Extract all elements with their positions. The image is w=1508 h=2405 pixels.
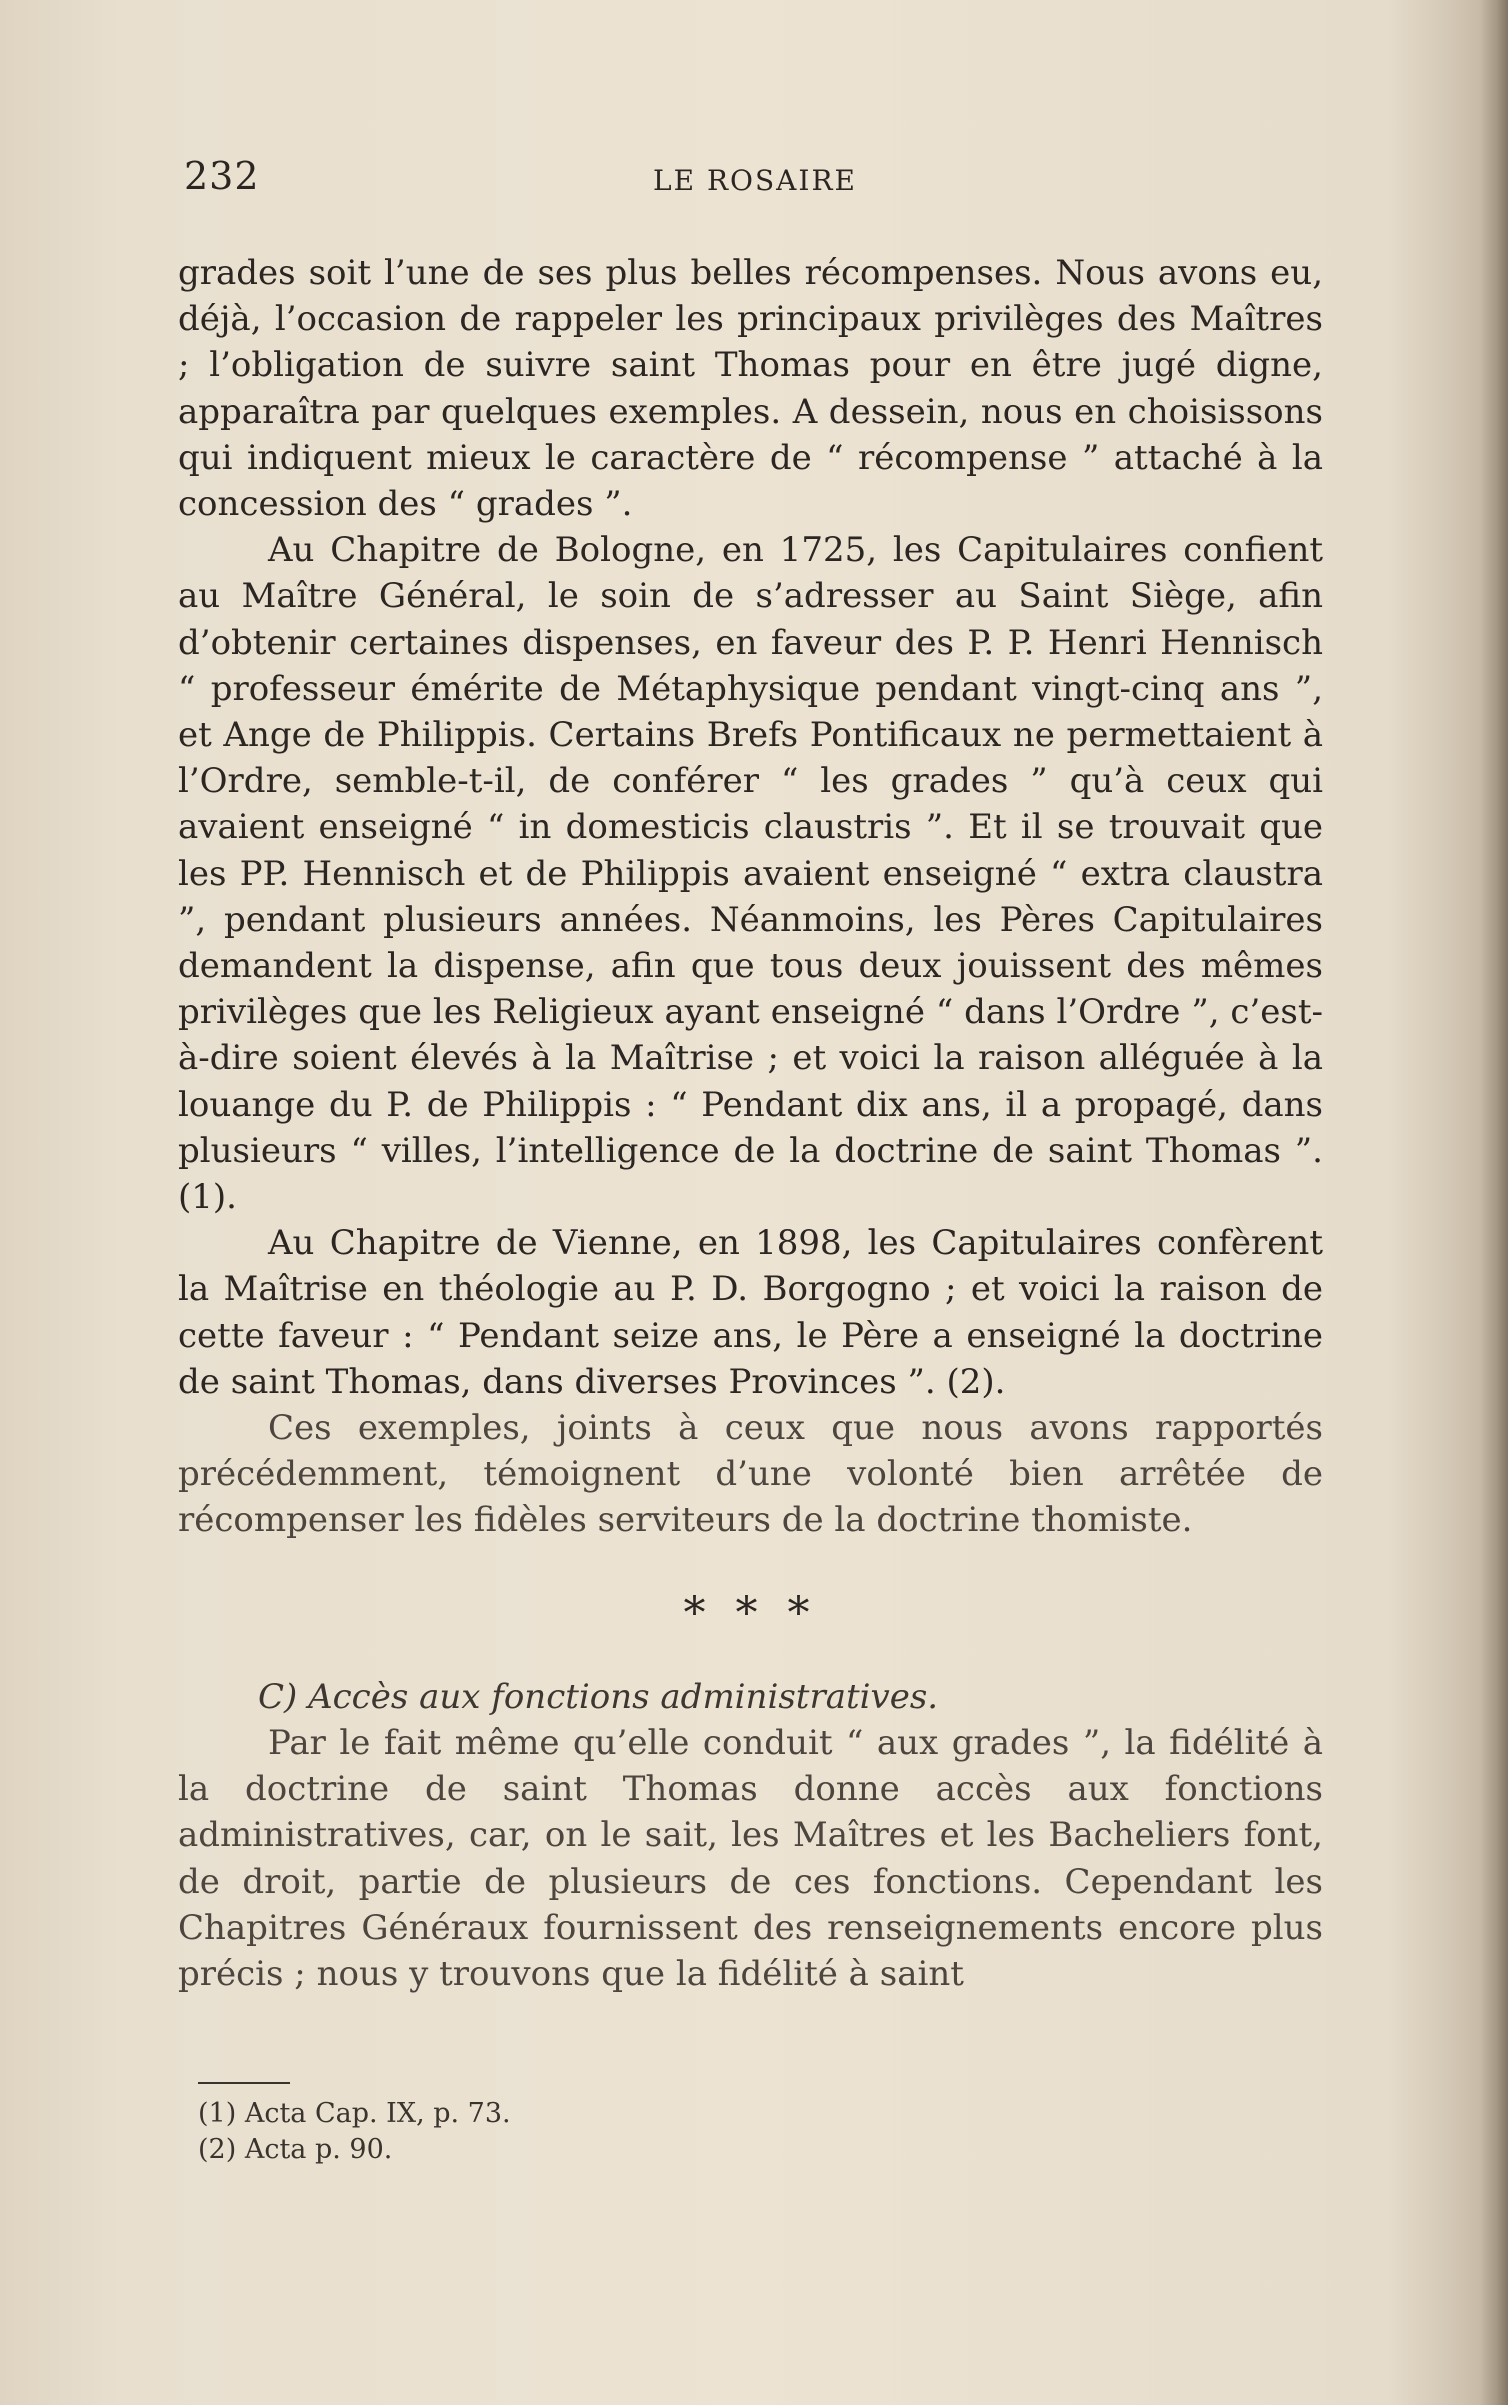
paragraph-3: Au Chapitre de Vienne, en 1898, les Capitulaires confèrent la Maîtrise en théologie au P. D. Borgogno ; et voici la raison de cette faveur : “ Pendant seize ans, le Père a enseigné la doctrine de saint Thomas, dans diverses Provinces ”. (2).: [178, 1223, 1323, 1402]
footnote-2: (2) Acta p. 90.: [198, 2134, 393, 2165]
footnote-1: (1) Acta Cap. IX, p. 73.: [198, 2098, 511, 2129]
section-paragraph: Par le fait même qu’elle conduit “ aux grades ”, la fidélité à la doctrine de saint Thomas donne accès aux fonctions administratives, car, on le sait, les Maîtres et les Bacheliers font, de droit, partie de plusieurs de ces fonctions. Cependant les Chapitres Généraux fournissent des renseignements encore plus précis ; nous y trouvons que la fidélité à saint: [178, 1722, 1323, 1994]
page-body: [178, 250, 1323, 1997]
paragraph-1: grades soit l’une de ses plus belles récompenses. Nous avons eu, déjà, l’occasion de rappeler les principaux privilèges des Maîtres ; l’obligation de suivre saint Thomas pour en être jugé digne, apparaîtra par quelques exemples. A dessein, nous en choisissons qui indiquent mieux le caractère de “ récompense ” attaché à la concession des “ grades ”.: [178, 253, 1323, 525]
footnotes: [198, 2096, 511, 2168]
section-separator: * * *: [683, 1587, 818, 1639]
paragraph-4: Ces exemples, joints à ceux que nous avons rapportés précédemment, témoignent d’une volonté bien arrêtée de récompenser les fidèles serviteurs de la doctrine thomiste.: [178, 1408, 1323, 1541]
page-number: 232: [184, 154, 260, 198]
footnote-rule: [198, 2082, 290, 2084]
section-title: C) Accès aux fonctions administratives.: [258, 1676, 939, 1717]
running-title: LE ROSAIRE: [653, 164, 857, 197]
page-edge-shadow: [1480, 0, 1508, 2405]
page-header: [180, 150, 1330, 210]
paragraph-2: Au Chapitre de Bologne, en 1725, les Capitulaires confient au Maître Général, le soin de s’adresser au Saint Siège, afin d’obtenir certaines dispenses, en faveur des P. P. Henri Hennisch “ professeur émérite de Métaphysique pendant vingt-cinq ans ”, et Ange de Philippis. Certains Brefs Pontificaux ne permettaient à l’Ordre, semble-t-il, de conférer “ les grades ” qu’à ceux qui avaient enseigné “ in domesticis claustris ”. Et il se trouvait que les PP. Hennisch et de Philippis avaient enseigné “ extra claustra ”, pendant plusieurs années. Néanmoins, les Pères Capitulaires demandent la dispense, afin que tous deux jouissent des mêmes privilèges que les Religieux ayant enseigné “ dans l’Ordre ”, c’est-à-dire soient élevés à la Maîtrise ; et voici la raison alléguée à la louange du P. de Philippis : “ Pendant dix ans, il a propagé, dans plusieurs “ villes, l’intelligence de la doctrine de saint Thomas ”. (1).: [178, 530, 1323, 1218]
